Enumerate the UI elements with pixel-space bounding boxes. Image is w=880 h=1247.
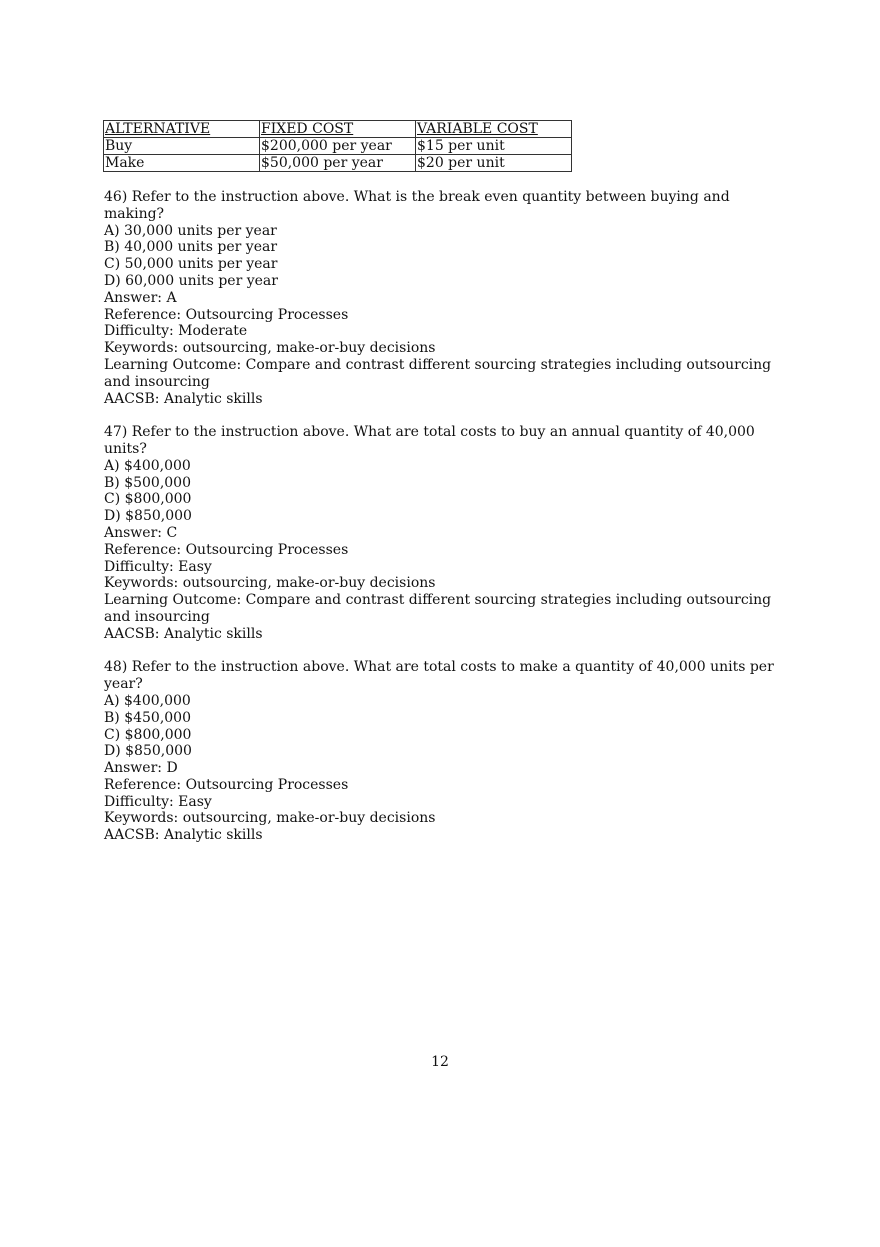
keywords: Keywords: outsourcing, make-or-buy decisions <box>104 810 436 827</box>
reference: Reference: Outsourcing Processes <box>104 776 349 793</box>
question-list <box>104 189 776 861</box>
header-fixed-cost: FIXED COST <box>260 121 416 138</box>
table-cell: $200,000 per year <box>260 138 416 155</box>
answer-option: B) $500,000 <box>104 474 192 491</box>
difficulty: Difficulty: Moderate <box>104 323 248 340</box>
table-cell: Buy <box>104 138 260 155</box>
answer: Answer: C <box>104 524 178 541</box>
learning-outcome: Learning Outcome: Compare and contrast different sourcing strategies including outsourcing and insourcing <box>104 592 772 625</box>
question-block <box>104 424 776 642</box>
answer-option: B) 40,000 units per year <box>104 239 278 256</box>
answer: Answer: D <box>104 760 178 777</box>
table-row <box>104 138 572 155</box>
answer-option: C) $800,000 <box>104 726 192 743</box>
header-alternative: ALTERNATIVE <box>104 121 260 138</box>
answer-option: C) 50,000 units per year <box>104 256 278 273</box>
answer: Answer: A <box>104 289 177 306</box>
answer-option: D) $850,000 <box>104 508 192 525</box>
learning-outcome: Learning Outcome: Compare and contrast different sourcing strategies including outsourcing and insourcing <box>104 356 772 390</box>
question-stem: 48) Refer to the instruction above. What are total costs to make a quantity of 40,000 units per year? <box>104 659 774 693</box>
table-cell: $20 per unit <box>416 155 572 172</box>
question-block <box>104 189 776 407</box>
answer-option: C) $800,000 <box>104 491 192 508</box>
answer-option: D) $850,000 <box>104 743 192 760</box>
answer-option: A) 30,000 units per year <box>104 222 277 239</box>
keywords: Keywords: outsourcing, make-or-buy decisions <box>104 340 436 357</box>
difficulty: Difficulty: Easy <box>104 558 212 575</box>
cost-table <box>103 120 572 172</box>
question-stem: 46) Refer to the instruction above. What is the break even quantity between buying and making? <box>104 189 730 222</box>
reference: Reference: Outsourcing Processes <box>104 541 349 558</box>
answer-option: B) $450,000 <box>104 709 192 726</box>
page-number: 12 <box>431 1054 449 1070</box>
aacsb: AACSB: Analytic skills <box>104 827 263 844</box>
answer-option: A) $400,000 <box>104 692 191 709</box>
question-block <box>104 659 776 844</box>
table-cell: $15 per unit <box>416 138 572 155</box>
table-cell: $50,000 per year <box>260 155 416 172</box>
answer-option: A) $400,000 <box>104 457 191 474</box>
aacsb: AACSB: Analytic skills <box>104 625 263 642</box>
table-header-row <box>104 121 572 138</box>
keywords: Keywords: outsourcing, make-or-buy decisions <box>104 575 436 592</box>
answer-option: D) 60,000 units per year <box>104 272 278 289</box>
header-variable-cost: VARIABLE COST <box>416 121 572 138</box>
table-row <box>104 155 572 172</box>
reference: Reference: Outsourcing Processes <box>104 306 349 323</box>
aacsb: AACSB: Analytic skills <box>104 390 263 407</box>
difficulty: Difficulty: Easy <box>104 793 212 810</box>
question-stem: 47) Refer to the instruction above. What are total costs to buy an annual quantity of 40,000 units? <box>104 424 755 457</box>
table-cell: Make <box>104 155 260 172</box>
